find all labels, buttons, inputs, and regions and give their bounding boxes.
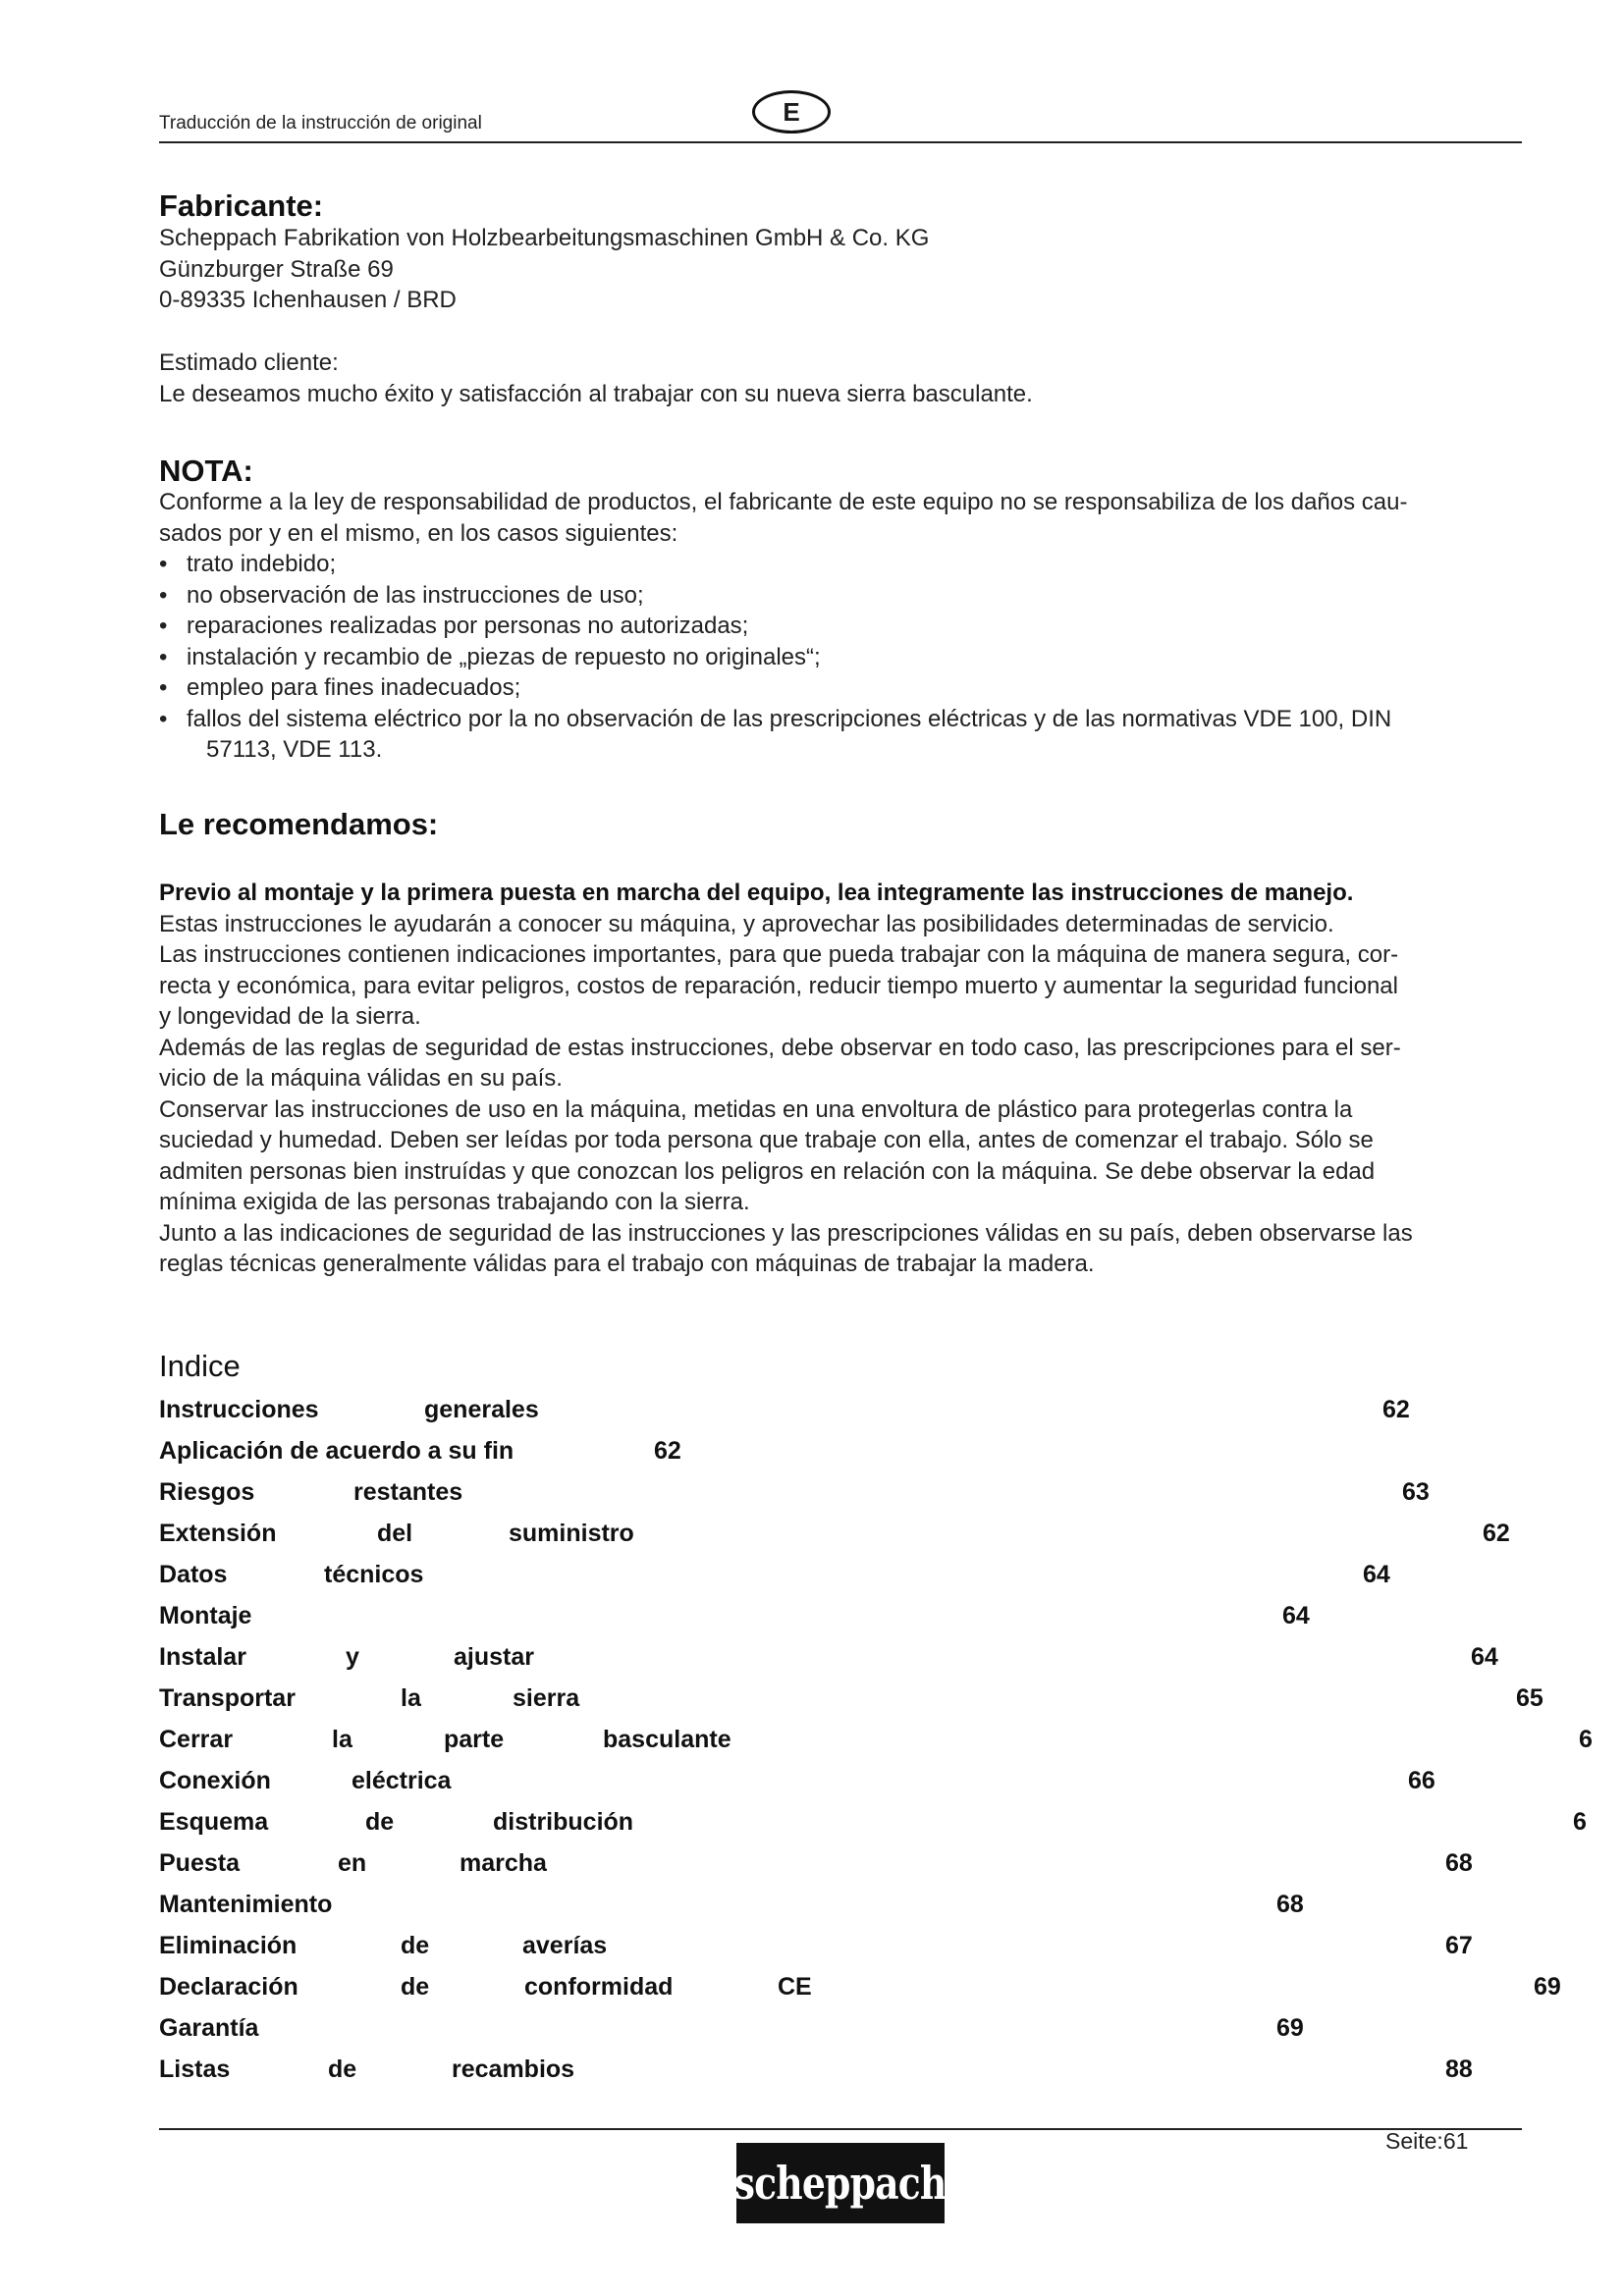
recommend-line: Conservar las instrucciones de uso en la máquina, metidas en una envoltura de plástico para protegerlas contra la bbox=[159, 1095, 1353, 1123]
recommend-line: suciedad y humedad. Deben ser leídas por toda persona que trabaje con ella, antes de comenzar el trabajo. Sólo se bbox=[159, 1127, 1374, 1153]
recommend-heading: Le recomendamos: bbox=[159, 807, 439, 841]
recommend-line: recta y económica, para evitar peligros, costos de reparación, reducir tiempo muerto y aumentar la seguridad funcional bbox=[159, 972, 1398, 999]
toc-page-number: 66 bbox=[1408, 1767, 1435, 1794]
toc-page-number: 68 bbox=[1276, 1891, 1304, 1918]
list-item: • empleo para fines inadecuados; bbox=[159, 672, 1524, 704]
toc-page-number: 67 bbox=[1445, 1932, 1473, 1959]
toc-page-number: 62 bbox=[1382, 1396, 1410, 1423]
toc-entry[interactable]: Cerrar la parte basculante 6 bbox=[159, 1726, 1593, 1753]
recommend-line: Junto a las indicaciones de seguridad de las instrucciones y las prescripciones válidas en su país, deben observarse las bbox=[159, 1219, 1413, 1247]
toc-page-number: 69 bbox=[1534, 1973, 1561, 2001]
recommend-line: mínima exigida de las personas trabajando con la sierra. bbox=[159, 1189, 750, 1215]
toc-entry[interactable]: Conexión eléctrica 66 bbox=[159, 1767, 1435, 1794]
nota-heading: NOTA: bbox=[159, 454, 253, 488]
toc-page-number: 63 bbox=[1402, 1478, 1430, 1506]
list-item: • no observación de las instrucciones de uso; bbox=[159, 580, 1524, 612]
manufacturer-heading: Fabricante: bbox=[159, 188, 324, 223]
footer-divider bbox=[159, 2128, 1522, 2130]
toc-entry[interactable]: Eliminación de averías 67 bbox=[159, 1932, 1473, 1959]
index-heading: Indice bbox=[159, 1349, 241, 1383]
toc-entry[interactable]: Mantenimiento 68 bbox=[159, 1891, 1304, 1918]
toc-page-number: 64 bbox=[1282, 1602, 1310, 1629]
nota-list bbox=[159, 549, 1524, 766]
toc-entry[interactable]: Extensión del suministro 62 bbox=[159, 1520, 1510, 1547]
toc-entry[interactable]: Instalar y ajustar 64 bbox=[159, 1643, 1498, 1671]
toc-entry[interactable]: Puesta en marcha 68 bbox=[159, 1849, 1473, 1877]
toc-entry[interactable]: Aplicación de acuerdo a su fin 62 bbox=[159, 1437, 681, 1465]
toc-page-number: 68 bbox=[1445, 1849, 1473, 1877]
recommend-line: Estas instrucciones le ayudarán a conocer su máquina, y aprovechar las posibilidades determinadas de servicio. bbox=[159, 910, 1334, 937]
toc-entry[interactable]: Transportar la sierra 65 bbox=[159, 1684, 1543, 1712]
toc-entry[interactable]: Riesgos restantes 63 bbox=[159, 1478, 1430, 1506]
list-item: • trato indebido; bbox=[159, 549, 1524, 580]
toc-entry[interactable]: Garantía 69 bbox=[159, 2014, 1304, 2042]
toc-page-number: 6 bbox=[1573, 1808, 1587, 1836]
manufacturer-line: 0-89335 Ichenhausen / BRD bbox=[159, 287, 457, 313]
toc-entry[interactable]: Declaración de conformidad CE 69 bbox=[159, 1973, 1561, 2001]
nota-intro-line: Conforme a la ley de responsabilidad de productos, el fabricante de este equipo no se responsabiliza de los daños cau- bbox=[159, 489, 1408, 515]
toc-page-number: 65 bbox=[1516, 1684, 1543, 1712]
nota-body bbox=[159, 487, 1524, 766]
nota-intro-line: sados por y en el mismo, en los casos siguientes: bbox=[159, 519, 678, 547]
recommend-line: vicio de la máquina válidas en su país. bbox=[159, 1065, 563, 1092]
greeting-message: Le deseamos mucho éxito y satisfacción al trabajar con su nueva sierra basculante. bbox=[159, 380, 1033, 407]
recommend-line: reglas técnicas generalmente válidas para el trabajo con máquinas de trabajar la madera. bbox=[159, 1251, 1095, 1277]
greeting-salutation: Estimado cliente: bbox=[159, 349, 339, 376]
toc-page-number: 62 bbox=[1483, 1520, 1510, 1547]
scheppach-logo bbox=[736, 2143, 945, 2223]
document-header-title: Traducción de la instrucción de original bbox=[159, 113, 482, 133]
toc-entry[interactable]: Datos técnicos 64 bbox=[159, 1561, 1390, 1588]
recommend-line: Además de las reglas de seguridad de estas instrucciones, debe observar en todo caso, las prescripciones para el ser- bbox=[159, 1034, 1401, 1061]
toc-page-number: 62 bbox=[654, 1437, 681, 1465]
toc-page-number: 64 bbox=[1363, 1561, 1390, 1588]
toc-page-number: 69 bbox=[1276, 2014, 1304, 2042]
language-badge: E bbox=[752, 90, 831, 133]
manufacturer-line: Scheppach Fabrikation von Holzbearbeitungsmaschinen GmbH & Co. KG bbox=[159, 225, 930, 251]
toc-entry[interactable]: Instrucciones generales 62 bbox=[159, 1396, 1410, 1423]
recommend-body bbox=[159, 878, 1534, 1280]
logo-wordmark: scheppach bbox=[734, 2157, 947, 2210]
manufacturer-address bbox=[159, 223, 1514, 316]
toc-page-number: 6 bbox=[1579, 1726, 1593, 1753]
recommend-line: y longevidad de la sierra. bbox=[159, 1003, 421, 1030]
list-item-continuation: 57113, VDE 113. bbox=[206, 736, 383, 763]
table-of-contents bbox=[159, 1388, 1622, 2089]
toc-page-number: 88 bbox=[1445, 2056, 1473, 2083]
list-item: • reparaciones realizadas por personas no autorizadas; bbox=[159, 611, 1524, 642]
page-number: Seite:61 bbox=[1385, 2128, 1469, 2154]
greeting-block bbox=[159, 347, 1514, 409]
manufacturer-line: Günzburger Straße 69 bbox=[159, 255, 394, 283]
header-divider bbox=[159, 141, 1522, 143]
recommend-lead: Previo al montaje y la primera puesta en marcha del equipo, lea integramente las instrucciones de manejo. bbox=[159, 880, 1354, 906]
list-item: • instalación y recambio de „piezas de repuesto no originales“; bbox=[159, 642, 1524, 673]
toc-entry[interactable]: Esquema de distribución 6 bbox=[159, 1808, 1587, 1836]
toc-entry[interactable]: Montaje 64 bbox=[159, 1602, 1310, 1629]
recommend-line: Las instrucciones contienen indicaciones importantes, para que pueda trabajar con la máquina de manera segura, cor- bbox=[159, 941, 1399, 968]
recommend-line: admiten personas bien instruídas y que conozcan los peligros en relación con la máquina. Se debe observar la edad bbox=[159, 1157, 1376, 1185]
list-item: • fallos del sistema eléctrico por la no observación de las prescripciones eléctricas y de las normativas VDE 100, DIN 57113, VDE 113. bbox=[159, 704, 1524, 766]
toc-page-number: 64 bbox=[1471, 1643, 1498, 1671]
toc-entry[interactable]: Listas de recambios 88 bbox=[159, 2056, 1473, 2083]
